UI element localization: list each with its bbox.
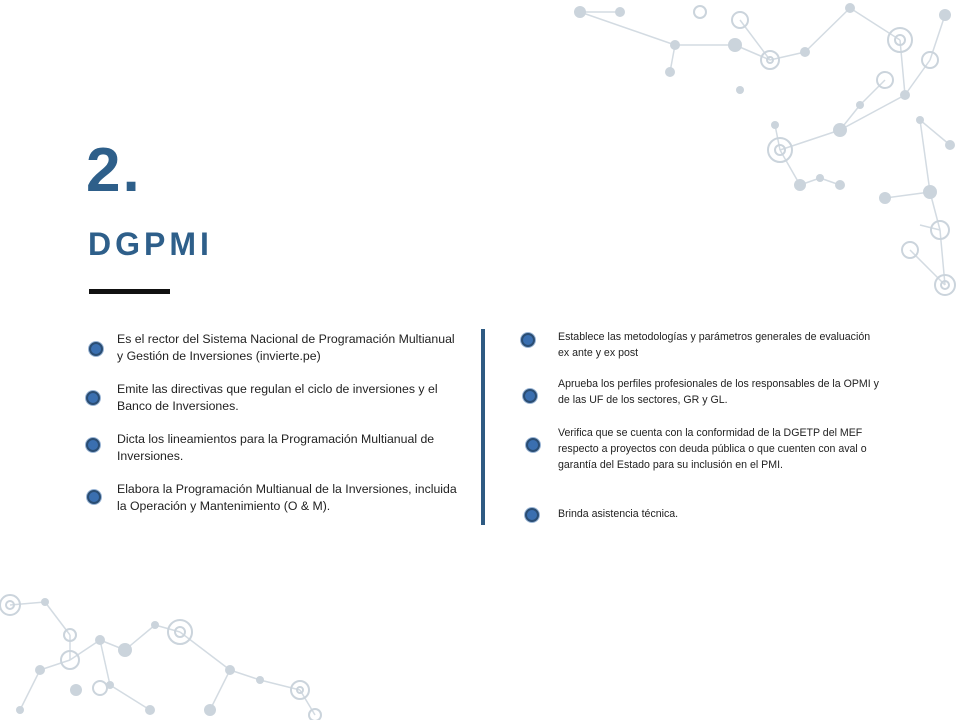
column-divider xyxy=(481,329,485,525)
right-item-2: Aprueba los perfiles profesionales de los responsables de la OPMI y de las UF de los sectores, GR y GL. xyxy=(558,378,879,406)
left-item-4: Elabora la Programación Multianual de la Inversiones, incluida la Operación y Mantenimiento (O & M). xyxy=(117,482,457,513)
right-item-3: Verifica que se cuenta con la conformidad de la DGETP del MEF respecto a proyectos con deuda pública o que cuenten con aval o garantía del Estado para su inclusión en el PMI. xyxy=(558,427,867,471)
left-item-2: Emite las directivas que regulan el ciclo de inversiones y el Banco de Inversiones. xyxy=(117,382,438,413)
bullet-icon xyxy=(86,438,100,452)
bullet-icon xyxy=(523,389,537,403)
right-item-4: Brinda asistencia técnica. xyxy=(558,508,679,520)
bullet-icon xyxy=(521,333,535,347)
network-decoration-bottom-left xyxy=(0,560,360,720)
network-decoration-top-right xyxy=(540,0,960,320)
left-item-1: Es el rector del Sistema Nacional de Programación Multianual y Gestión de Inversiones (invierte.pe) xyxy=(117,332,455,363)
bullet-icon xyxy=(89,342,103,356)
slide-title: DGPMI xyxy=(88,226,213,262)
bullet-icon xyxy=(86,391,100,405)
title-underline xyxy=(89,289,170,294)
bullet-icon xyxy=(525,508,539,522)
slide-number: 2. xyxy=(86,136,142,205)
right-item-1: Establece las metodologías y parámetros generales de evaluación ex ante y ex post xyxy=(558,331,871,359)
left-item-3: Dicta los lineamientos para la Programación Multianual de Inversiones. xyxy=(117,432,435,463)
bullet-icon xyxy=(526,438,540,452)
bullet-icon xyxy=(87,490,101,504)
